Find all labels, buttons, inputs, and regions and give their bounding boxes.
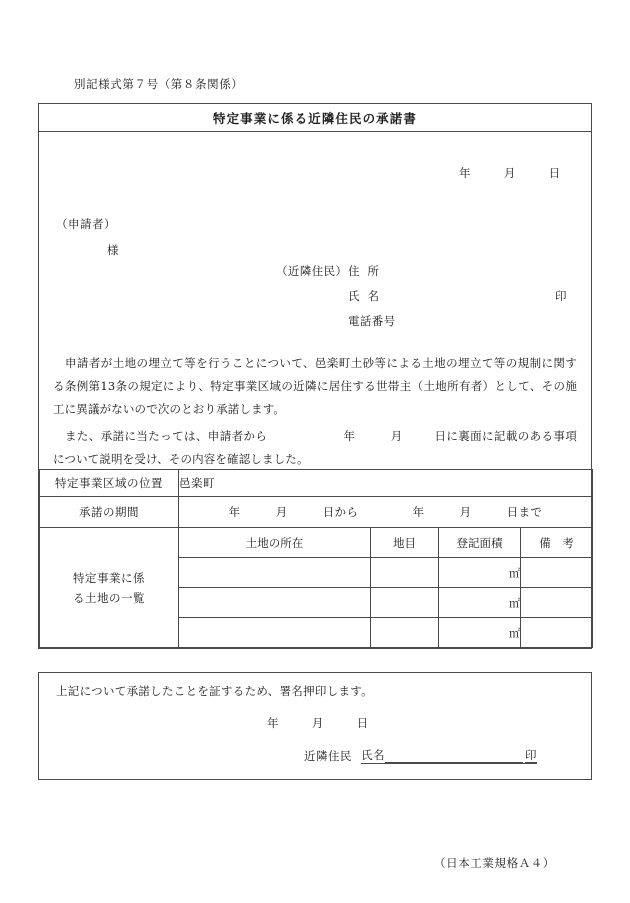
land-list-label-line1: 特定事業に係 (73, 570, 145, 585)
body-paragraph-2-lead: また、承諾に当たっては、申請者から (65, 429, 268, 443)
land-header-note: 備 考 (521, 528, 593, 558)
form-number: 別記様式第７号（第８条関係） (74, 77, 244, 91)
header-date-line (459, 165, 560, 181)
table-row-land-header (40, 528, 593, 558)
header-date-month: 月 (503, 166, 516, 180)
resident-phone-label: 電話番号 (348, 314, 396, 328)
land-cell-note[interactable] (521, 558, 593, 588)
land-header-category: 地目 (371, 528, 439, 558)
body-paragraph-2-date (331, 425, 434, 448)
body-paragraph-1: 申請者が土地の埋立て等を行うことについて、邑楽町土砂等による土地の埋立て等の規制に関する条例第13条の規定により、特定事業区域の近隣に居住する世帯主（土地所有者）として、その施工に異議がないので次のとおり承諾します。 (53, 356, 577, 416)
body-paragraph-2-month: 月 (390, 429, 403, 443)
signature-seal-label: 印 (525, 748, 537, 762)
main-form-box (38, 103, 592, 649)
body-paragraph-2-tail: 日に裏面に記載のある事項について説明を受け、その内容を確認しました。 (53, 429, 577, 466)
applicant-honorific: 様 (107, 243, 119, 257)
resident-name-row (276, 288, 567, 313)
land-cell-area[interactable]: ㎡ (439, 558, 521, 588)
form-title-bar (39, 104, 591, 132)
applicant-label: （申請者） (56, 217, 116, 231)
footer-note: （日本工業規格Ａ４） (434, 856, 555, 870)
signature-date-day: 日 (356, 716, 369, 730)
position-row-label: 特定事業区域の位置 (40, 470, 179, 497)
term-month: 月 (275, 505, 288, 519)
signature-name-label: 氏名 (361, 748, 385, 762)
land-list-label-line2: る土地の一覧 (73, 590, 145, 605)
signature-name-row (304, 747, 537, 764)
signature-date-month: 月 (311, 716, 324, 730)
page-title: 特定事業に係る近隣住民の承諾書 (212, 110, 417, 126)
land-cell-location[interactable] (179, 588, 371, 618)
term-year-2: 年 (412, 505, 425, 519)
land-header-location: 土地の所在 (179, 528, 371, 558)
resident-name-label: 氏名 (348, 289, 387, 303)
land-header-area: 登記面積 (439, 528, 521, 558)
land-cell-area[interactable]: ㎡ (439, 588, 521, 618)
resident-group-label: （近隣住民） (276, 264, 348, 278)
land-cell-area[interactable]: ㎡ (439, 618, 521, 648)
signature-statement: 上記について承諾したことを証するため、署名押印します。 (56, 684, 373, 698)
land-cell-note[interactable] (521, 588, 593, 618)
term-from: 日から (322, 505, 359, 519)
land-cell-category[interactable] (371, 558, 439, 588)
land-cell-category[interactable] (371, 618, 439, 648)
signature-name-field[interactable] (361, 747, 537, 764)
form-upper-section (39, 132, 591, 469)
signature-date-year: 年 (267, 716, 279, 730)
signature-date-line (267, 715, 368, 731)
body-paragraph-2 (53, 425, 577, 471)
signature-box (38, 672, 592, 780)
signature-role-label: 近隣住民 (304, 749, 352, 763)
land-list-label (40, 528, 179, 648)
land-cell-note[interactable] (521, 618, 593, 648)
table-row-term (40, 497, 593, 528)
resident-info-block (276, 263, 567, 338)
resident-seal-label: 印 (555, 289, 567, 303)
land-cell-location[interactable] (179, 618, 371, 648)
position-row-value[interactable]: 邑楽町 (179, 470, 593, 497)
resident-address-label: 住所 (348, 264, 387, 278)
signature-name-blank[interactable] (385, 749, 523, 763)
term-to: 日まで (506, 505, 543, 519)
land-cell-location[interactable] (179, 558, 371, 588)
term-month-2: 月 (459, 505, 472, 519)
table-row-position (40, 470, 593, 497)
form-data-table (39, 469, 593, 648)
term-row-value[interactable] (179, 497, 593, 528)
header-date-year: 年 (459, 166, 471, 180)
resident-address-row (276, 263, 567, 288)
land-cell-category[interactable] (371, 588, 439, 618)
body-paragraph-2-year: 年 (343, 429, 356, 443)
resident-phone-row (276, 313, 567, 338)
term-row-label: 承諾の期間 (40, 497, 179, 528)
header-date-day: 日 (548, 166, 561, 180)
term-year: 年 (228, 505, 241, 519)
